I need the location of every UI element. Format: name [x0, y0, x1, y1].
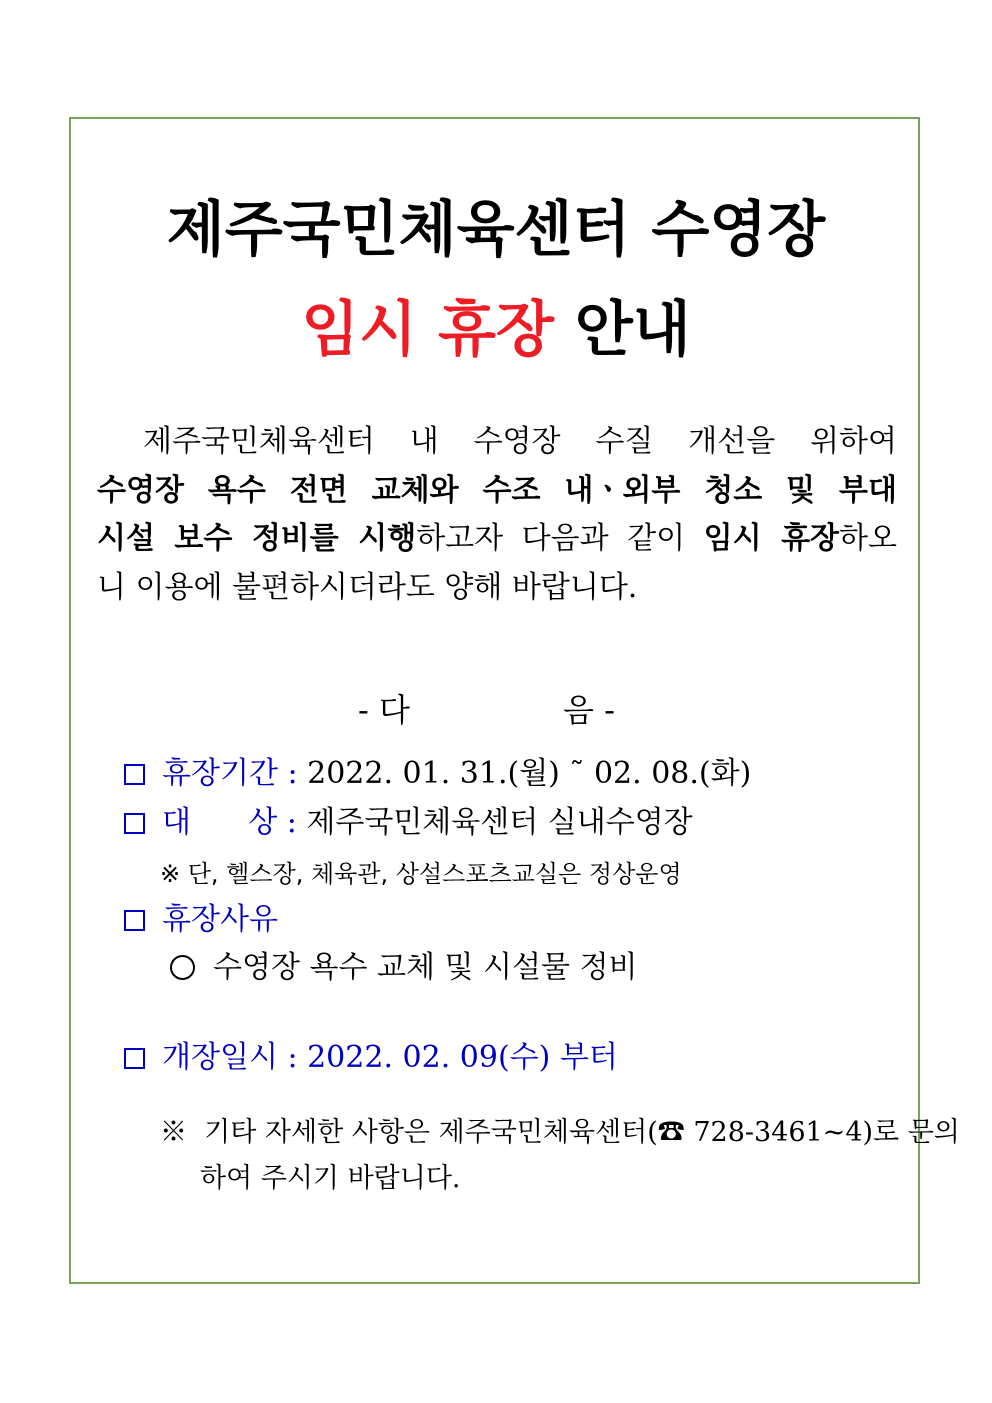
period-value: 2022. 01. 31.(월) ˜ 02. 08.(화) — [307, 756, 752, 791]
reopen-row — [124, 1036, 618, 1080]
intro-line-3 — [97, 515, 897, 564]
checkbox-square-icon — [124, 910, 145, 931]
title-line1: 제주국민체육센터 수영장 — [166, 195, 826, 265]
intro-normal: 하고자 다음과 같이 — [416, 521, 704, 556]
checkbox-square-icon — [124, 813, 145, 834]
target-value: 제주국민체육센터 실내수영장 — [306, 805, 693, 840]
heading-right: 음 - — [563, 691, 615, 729]
circle-bullet-icon — [170, 955, 195, 980]
footer-text-b: 728-3461~4)로 문의 — [684, 1117, 960, 1148]
footer-note — [160, 1110, 960, 1202]
intro-end: 하오 — [839, 521, 897, 556]
intro-bold-2: 임시 휴장 — [703, 521, 840, 556]
period-label: 휴장기간 : — [162, 756, 298, 791]
footer-text-a: ※ 기타 자세한 사항은 제주국민체육센터( — [160, 1117, 658, 1148]
title-suffix: 안내 — [574, 295, 691, 365]
heading-left: - 다 — [358, 691, 410, 729]
title-highlight: 임시 휴장 — [301, 295, 554, 365]
checkbox-square-icon — [124, 1048, 145, 1069]
intro-line-2 — [97, 467, 897, 516]
footer-line-2: 하여 주시기 바랍니다. — [200, 1163, 461, 1194]
reason-item — [170, 946, 637, 990]
title-line2 — [0, 290, 992, 370]
intro-line-2-text: 수영장 욕수 전면 교체와 수조 내ㆍ외부 청소 및 부대 — [97, 472, 897, 508]
intro-paragraph — [97, 418, 897, 612]
telephone-icon: ☎ — [657, 1117, 685, 1148]
intro-line-1: 제주국민체육센터 내 수영장 수질 개선을 위하여 — [143, 424, 897, 459]
intro-bold-1: 시설 보수 정비를 시행 — [97, 521, 417, 556]
intro-line-4: 니 이용에 불편하시더라도 양해 바랍니다. — [97, 569, 638, 605]
reason-value: 수영장 욕수 교체 및 시설물 정비 — [213, 950, 638, 985]
period-row — [124, 752, 751, 796]
target-note: ※ 단, 헬스장, 체육관, 상설스포츠교실은 정상운영 — [160, 860, 682, 888]
target-row — [124, 801, 693, 845]
reason-label: 휴장사유 — [162, 902, 278, 937]
footer-line-1 — [160, 1110, 960, 1156]
checkbox-square-icon — [124, 764, 145, 785]
reopen-text: 개장일시 : 2022. 02. 09(수) 부터 — [162, 1040, 618, 1075]
reason-row — [124, 898, 278, 942]
target-label: 대 상 : — [162, 805, 297, 840]
